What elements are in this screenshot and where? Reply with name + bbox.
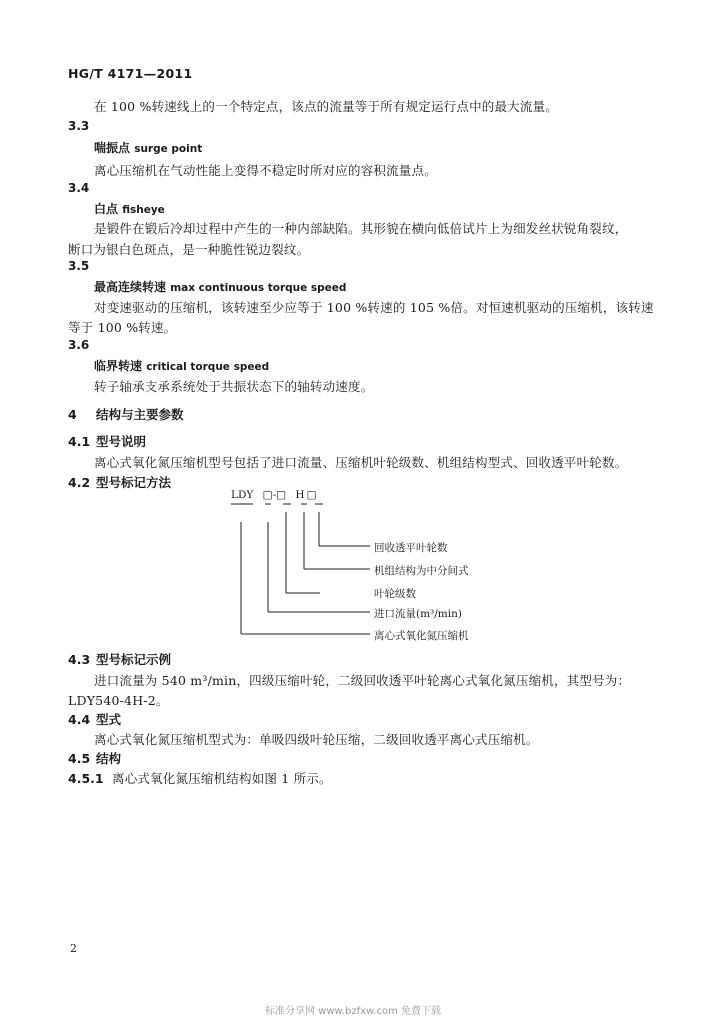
section-title: 结构与主要参数 [96, 407, 184, 422]
section-number: 4.5.1 [68, 771, 104, 786]
code-box-stages: □ [276, 489, 287, 501]
diagram-label-structure: 机组结构为中分间式 [374, 565, 469, 577]
code-box-inlet-flow: □ [262, 489, 273, 501]
clause-number-3-3: 3.3 [68, 119, 90, 133]
watermark-text: 标准分享网 www.bzfxw.com 免费下载 [265, 1006, 441, 1017]
section-4-3-text-line2: LDY540-4H-2。 [68, 693, 169, 708]
code-box-turbine: □ [306, 489, 317, 501]
def-3-4-text-line1: 是锻件在锻后冷却过程中产生的一种内部缺陷。其形貌在横向低倍试片上为细发丝状锐角裂纹， [94, 221, 628, 236]
term-en: critical torque speed [146, 361, 270, 373]
section-number: 4.2 [68, 475, 91, 490]
term-zh: 白点 [94, 202, 119, 216]
section-number: 4.3 [68, 652, 91, 667]
diagram-label-stages: 叶轮级数 [374, 588, 416, 600]
section-4-3-heading [68, 650, 171, 668]
def-3-6-text: 转子轴承支承系统处于共振状态下的轴转动速度。 [94, 379, 374, 394]
section-4-3-text-line1: 进口流量为 540 m³/min，四级压缩叶轮，二级回收透平叶轮离心式氧化氮压缩机，其型号为： [94, 673, 631, 688]
section-4-5-1-line [68, 769, 332, 787]
section-4-4-text: 离心式氧化氮压缩机型式为：单吸四级叶轮压缩，二级回收透平离心式压缩机。 [94, 732, 539, 747]
section-4-1-text: 离心式氧化氮压缩机型号包括了进口流量、压缩机叶轮级数、机组结构型式、回收透平叶轮数。 [94, 455, 628, 470]
term-en: surge point [134, 143, 203, 155]
clause-number-3-5: 3.5 [68, 259, 90, 273]
term-zh: 临界转速 [94, 359, 143, 373]
term-en: max continuous torque speed [170, 282, 347, 294]
diagram-label-compressor-type: 离心式氧化氮压缩机 [374, 630, 469, 642]
section-number: 4.1 [68, 434, 91, 449]
code-prefix: LDY [231, 489, 254, 501]
page-number: 2 [70, 942, 77, 955]
def-3-2-text: 在 100 %转速线上的一个特定点，该点的流量等于所有规定运行点中的最大流量。 [94, 99, 558, 114]
def-3-5-text-line2: 等于 100 %转速。 [68, 320, 177, 335]
section-4-4-heading [68, 710, 121, 728]
term-zh: 最高连续转速 [94, 280, 167, 294]
clause-number-3-4: 3.4 [68, 181, 90, 195]
section-title: 型号说明 [96, 434, 147, 449]
diagram-label-turbine-impellers: 回收透平叶轮数 [374, 542, 448, 554]
section-number: 4 [68, 407, 77, 422]
code-letter-h: H [295, 489, 305, 501]
section-title: 型号标记示例 [96, 652, 172, 667]
section-title: 型式 [96, 712, 122, 727]
def-3-3-text: 离心压缩机在气动性能上变得不稳定时所对应的容积流量点。 [94, 163, 437, 178]
term-en: fisheye [122, 204, 165, 216]
code-dash: - [272, 489, 277, 501]
section-4-5-1-text: 离心式氧化氮压缩机结构如图 1 所示。 [112, 771, 332, 786]
clause-number-3-6: 3.6 [68, 338, 90, 352]
section-title: 结构 [96, 751, 122, 766]
section-title: 型号标记方法 [96, 475, 172, 490]
diagram-code-line [231, 489, 317, 501]
section-number: 4.4 [68, 712, 91, 727]
diagram-label-inlet-flow: 进口流量(m³/min) [374, 608, 462, 620]
section-4-5-heading [68, 749, 121, 767]
def-3-4-text-line2: 断口为银白色斑点，是一种脆性锐边裂纹。 [68, 242, 310, 257]
section-number: 4.5 [68, 751, 91, 766]
standard-number: HG/T 4171—2011 [68, 66, 193, 81]
def-3-5-text-line1: 对变速驱动的压缩机，该转速至少应等于 100 %转速的 105 %倍。对恒速机驱动的压缩机，该转速 [94, 300, 654, 315]
term-zh: 喘振点 [94, 141, 131, 155]
